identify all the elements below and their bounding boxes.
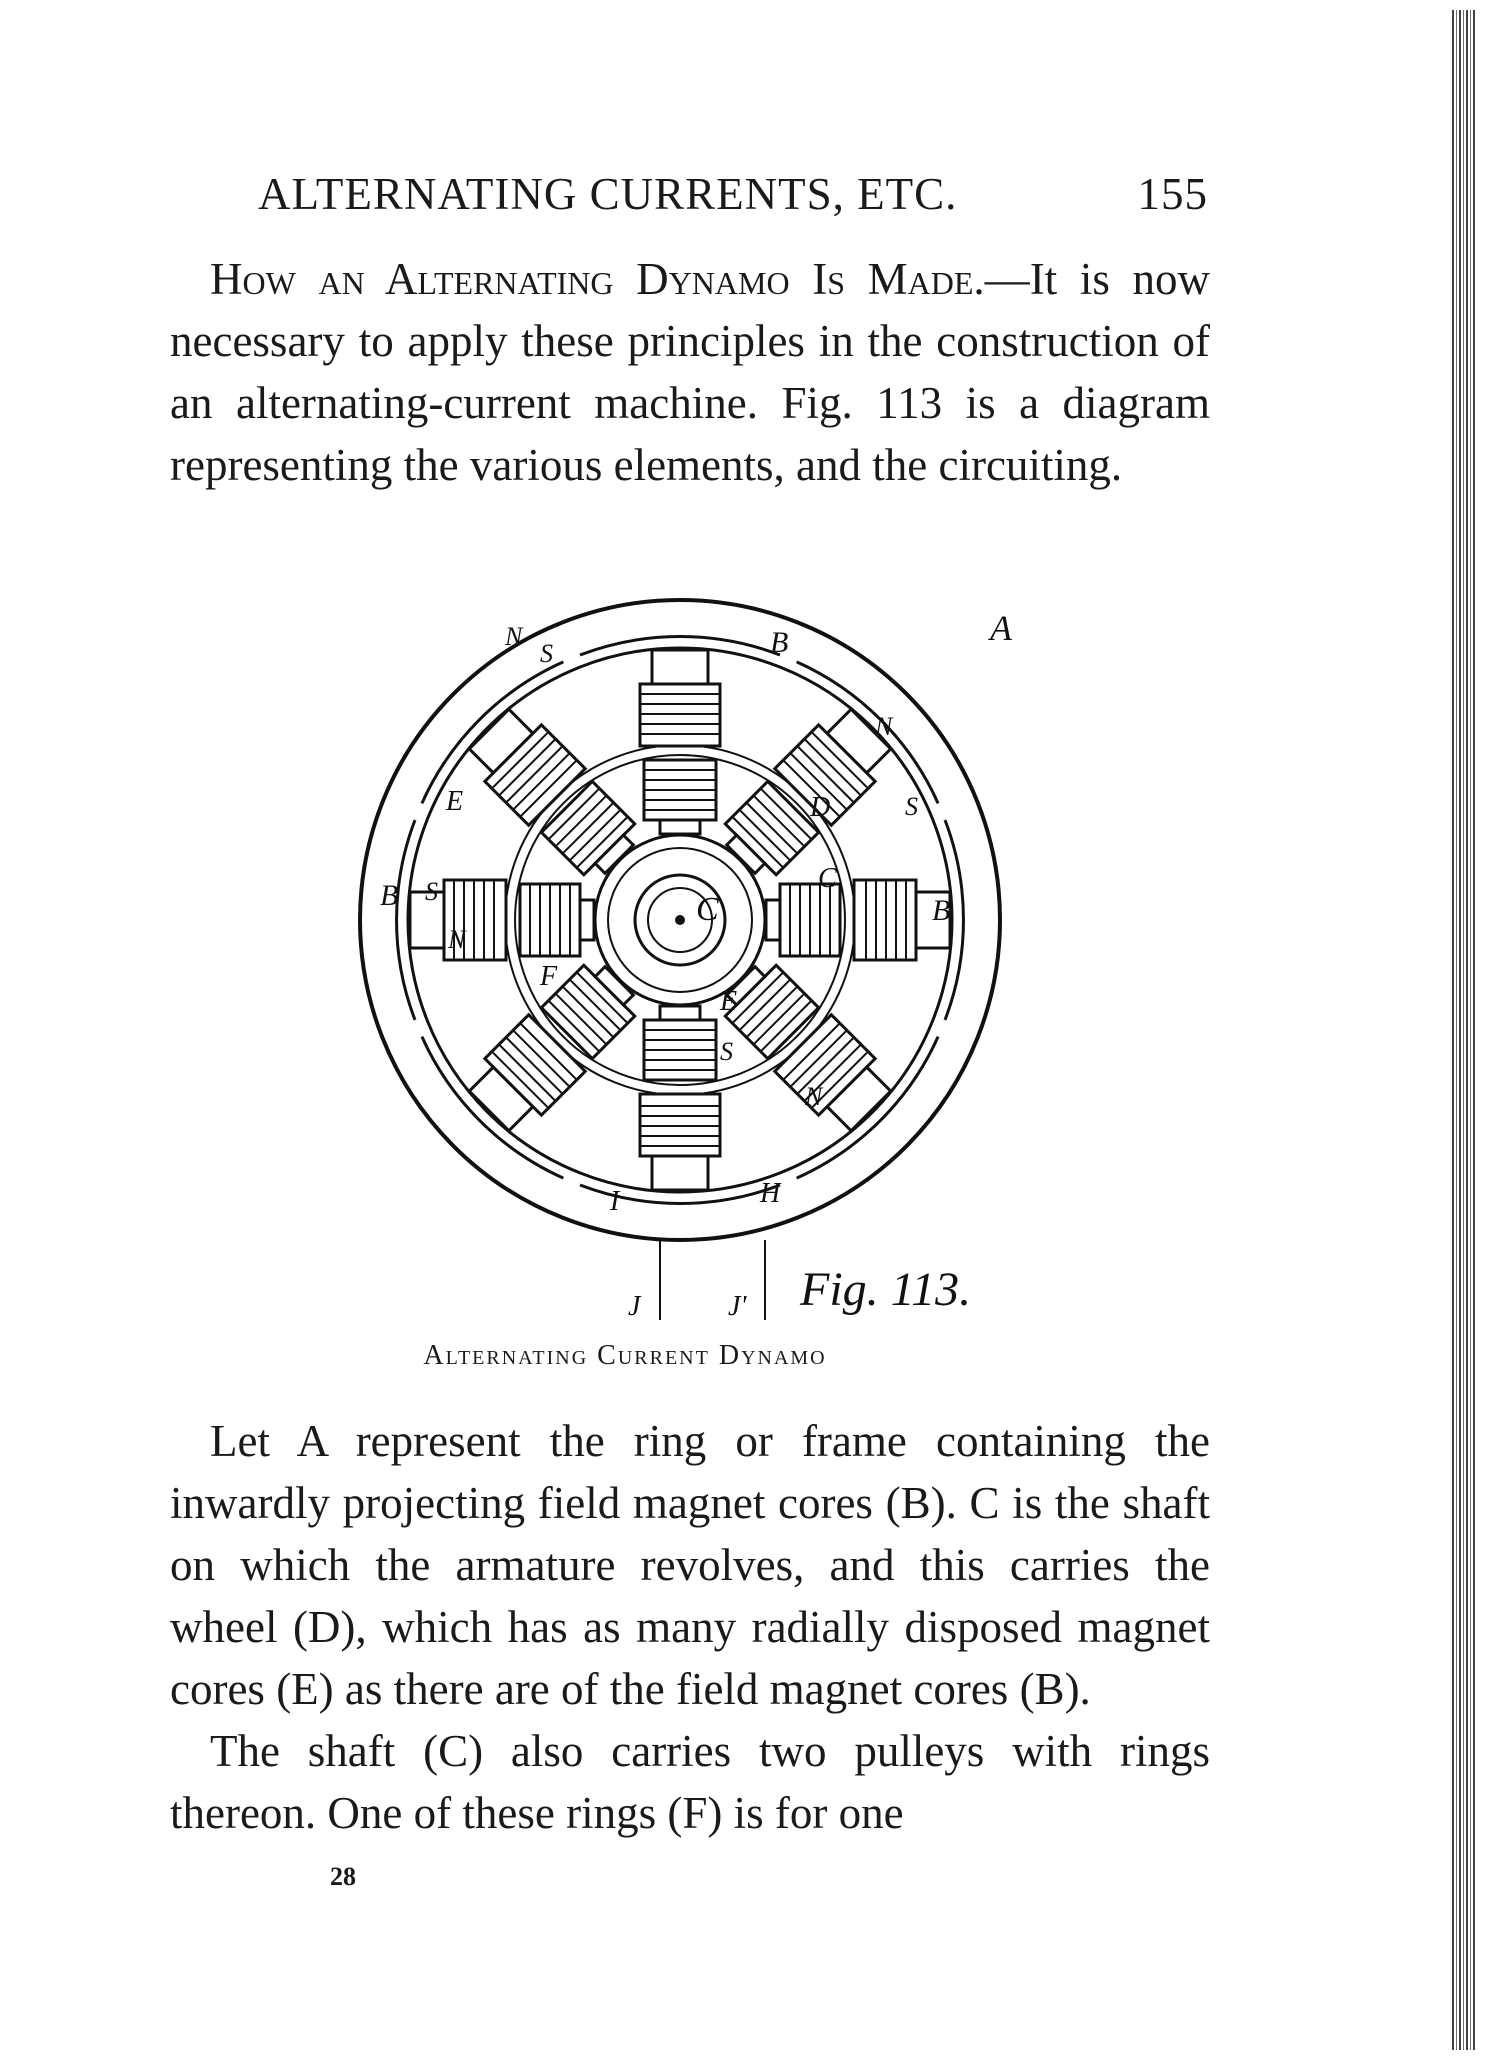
label-b-right: B [932,894,951,927]
label-c: C [818,863,837,894]
field-coil [397,820,506,1020]
label-a: A [990,608,1012,648]
body-text [170,1410,1210,1844]
header-title: ALTERNATING CURRENTS, ETC. [258,169,958,219]
body-paragraph-1: Let A represent the ring or frame containing the inwardly projecting field magnet cores (B). C is the shaft on which the armature revolves, and this carries the wheel (D), which has as many radially disposed magnet cores (E) as there are of the field magnet cores (B). [170,1416,1210,1714]
running-head [258,168,1208,220]
label-e-lower: E [720,986,738,1017]
shaft-center [675,915,685,925]
intro-text: —It is now necessary to apply these principles in the construction of an alternating-current machine. Fig. 113 is a diagram representing the various elements, and the circuiting. [170,254,1211,490]
intro-paragraph [170,248,1210,496]
armature-coil [766,884,840,956]
signature-mark: 28 [330,1862,356,1891]
page-edge-binding [1452,10,1476,2050]
label-n-3: N [448,925,466,954]
figure-label: Fig. 113. [800,1263,972,1316]
label-h: H [760,1178,781,1209]
label-c-shaft: C [696,891,719,928]
section-heading: How an Alternating Dynamo Is Made. [210,254,985,304]
label-s-2: S [905,792,918,821]
label-i: I [610,1186,620,1217]
label-s-4: S [720,1037,733,1066]
label-j1: J' [728,1291,747,1320]
label-s-1: S [540,639,553,668]
label-f: F [540,961,558,992]
armature-coil [520,884,594,956]
dynamo-figure [330,570,1130,1320]
armature-coil [644,1006,716,1080]
field-coil [580,637,780,746]
label-n-4: N [805,1082,823,1111]
body-paragraph-2: The shaft (C) also carries two pulleys with rings thereon. One of these rings (F) is for one [170,1726,1210,1838]
dynamo-diagram [330,570,1130,1320]
label-n-1: N [505,622,523,651]
label-d: D [810,792,831,823]
label-e: E [446,786,464,817]
armature-coil [644,760,716,834]
page-number: 155 [1137,169,1208,219]
label-j: J [628,1291,641,1320]
figure-caption: Alternating Current Dynamo [423,1340,827,1371]
label-b-left: B [380,879,399,912]
label-b: B [770,626,789,659]
label-n-2: N [875,712,893,741]
label-s-3: S [425,877,438,906]
